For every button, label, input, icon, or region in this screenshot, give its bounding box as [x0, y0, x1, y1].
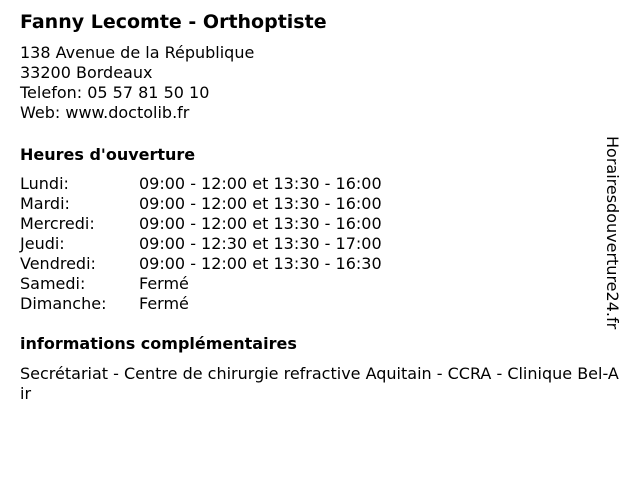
day-label: Mardi: — [20, 194, 70, 213]
day-label: Lundi: — [20, 174, 69, 193]
time-value: Fermé — [139, 274, 189, 293]
day-label: Mercredi: — [20, 214, 95, 233]
hours-row-tuesday — [20, 194, 440, 214]
watermark: Horairesdouverture24.fr — [603, 136, 622, 330]
hours-row-sunday — [20, 294, 440, 314]
street-address: 138 Avenue de la République — [20, 43, 255, 62]
info-heading: informations complémentaires — [20, 334, 297, 353]
day-label: Vendredi: — [20, 254, 96, 273]
hours-heading: Heures d'ouverture — [20, 145, 196, 164]
hours-row-thursday — [20, 234, 440, 254]
time-value: 09:00 - 12:00 et 13:30 - 16:30 — [139, 254, 382, 273]
website: Web: www.doctolib.fr — [20, 103, 190, 122]
city-postal: 33200 Bordeaux — [20, 63, 153, 82]
time-value: 09:00 - 12:30 et 13:30 - 17:00 — [139, 234, 382, 253]
hours-row-wednesday — [20, 214, 440, 234]
info-text: Secrétariat - Centre de chirurgie refractive Aquitain - CCRA - Clinique Bel-Air — [20, 364, 619, 403]
address-block — [20, 43, 254, 123]
phone-number: Telefon: 05 57 81 50 10 — [20, 83, 210, 102]
day-label: Dimanche: — [20, 294, 107, 313]
time-value: 09:00 - 12:00 et 13:30 - 16:00 — [139, 194, 382, 213]
day-label: Jeudi: — [20, 234, 65, 253]
hours-row-saturday — [20, 274, 440, 294]
hours-row-monday — [20, 174, 440, 194]
time-value: Fermé — [139, 294, 189, 313]
business-name: Fanny Lecomte - Orthoptiste — [20, 11, 327, 33]
hours-row-friday — [20, 254, 440, 274]
opening-hours-table — [20, 174, 440, 314]
time-value: 09:00 - 12:00 et 13:30 - 16:00 — [139, 174, 382, 193]
day-label: Samedi: — [20, 274, 86, 293]
time-value: 09:00 - 12:00 et 13:30 - 16:00 — [139, 214, 382, 233]
